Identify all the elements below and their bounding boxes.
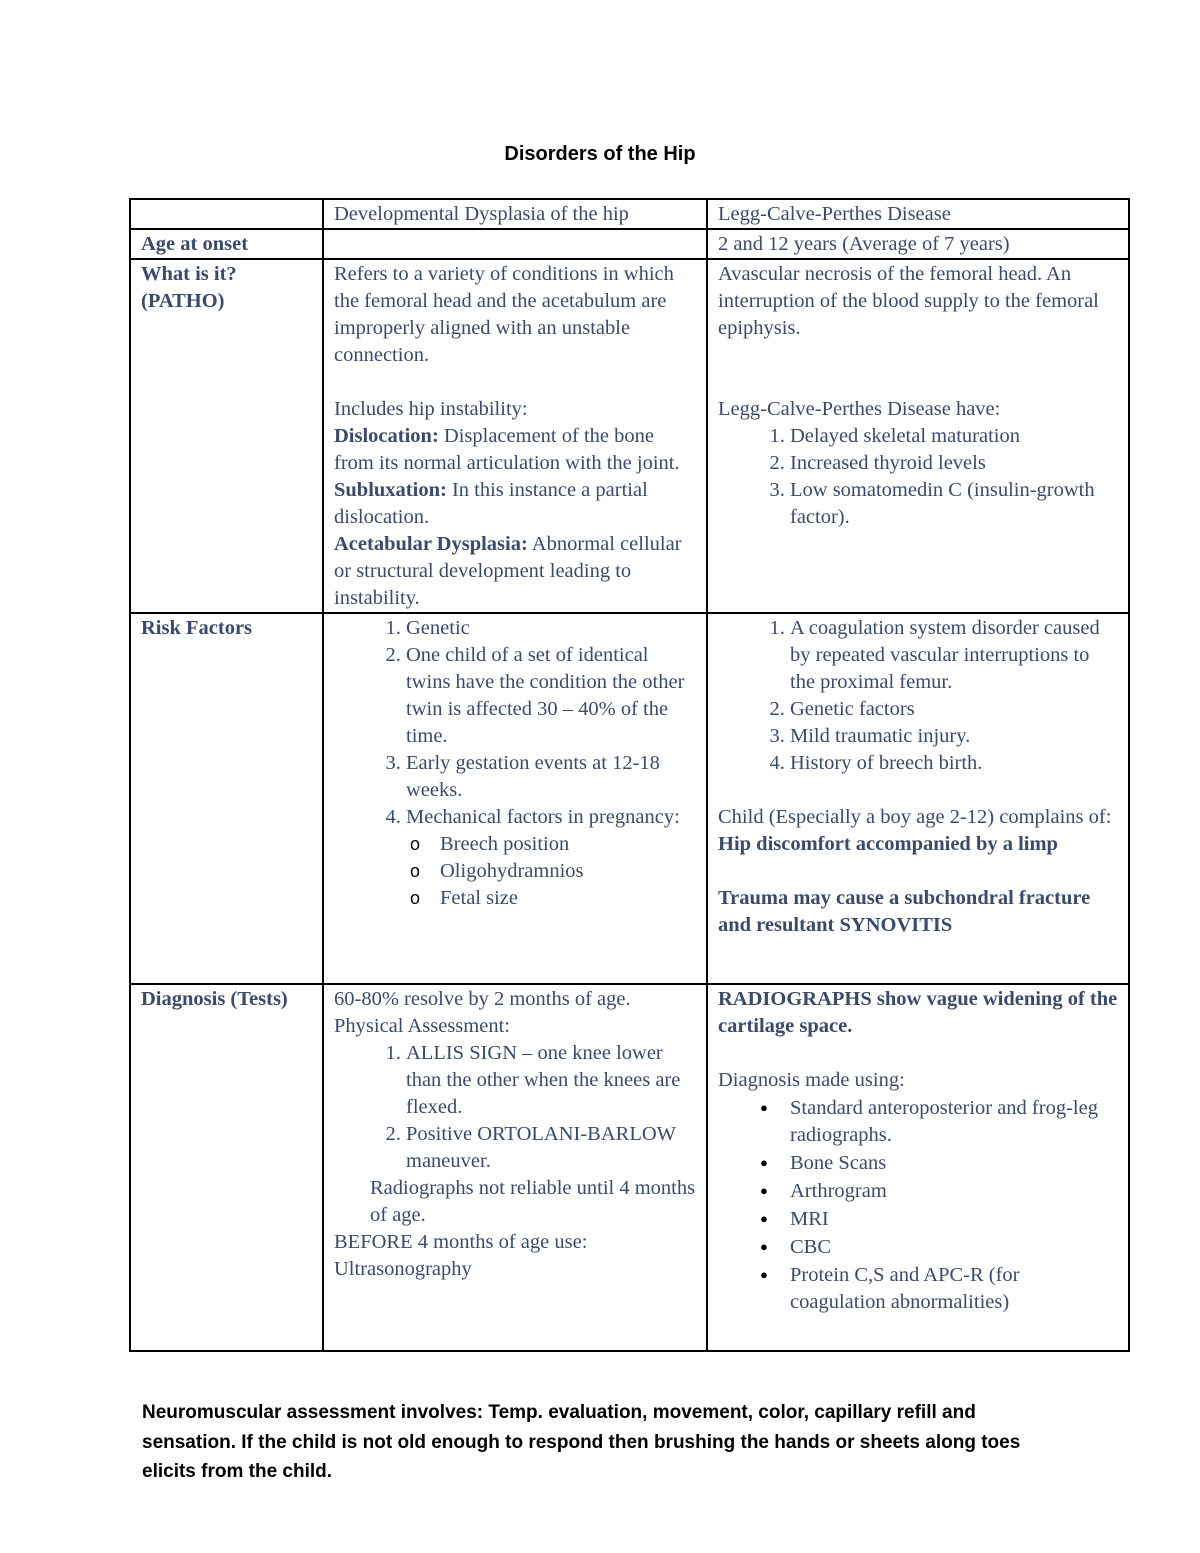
list-item: 2. Increased thyroid levels	[790, 450, 1118, 477]
header-cell-empty	[130, 199, 323, 229]
list-item: ● Protein C,S and APC-R (for coagulation abnormalities)	[790, 1261, 1118, 1316]
diagnosis-ddh	[323, 984, 707, 1351]
ddh-term: Subluxation:	[334, 479, 447, 501]
risk-ddh	[323, 613, 707, 984]
hip-disorders-table	[129, 198, 1130, 1352]
list-item: ● Arthrogram	[790, 1177, 1118, 1205]
header-cell-ddh: Developmental Dysplasia of the hip	[323, 199, 707, 229]
ddh-term-desc: Displacement of the bone from its normal articulation with the joint.	[334, 425, 680, 474]
lcp-child: Child (Especially a boy age 2-12) complains of:	[718, 806, 1112, 828]
list-item: 3. Low somatomedin C (insulin-growth factor).	[790, 477, 1118, 531]
list-item: 3. Early gestation events at 12-18 weeks.	[406, 750, 696, 804]
age-row	[130, 229, 1129, 259]
lcp-bold-limp: Hip discomfort accompanied by a limp	[718, 833, 1058, 855]
list-item	[406, 804, 696, 912]
lcp-have: Legg-Calve-Perthes Disease have:	[718, 398, 1001, 420]
ddh-risk-list	[334, 615, 696, 912]
what-row	[130, 259, 1129, 613]
ddh-radiographs: Radiographs not reliable until 4 months of age.	[370, 1177, 696, 1226]
list-item: 1. Genetic	[406, 615, 696, 642]
age-ddh	[323, 229, 707, 259]
ddh-ultrasonography: Ultrasonography	[334, 1258, 472, 1280]
list-item: ● Standard anteroposterior and frog-leg radiographs.	[790, 1094, 1118, 1149]
list-item: 2. One child of a set of identical twins have the condition the other twin is affected 30 – 40% of the time.	[406, 642, 696, 750]
what-label-line2: (PATHO)	[141, 290, 225, 312]
ddh-term-item	[334, 423, 696, 477]
list-item: 1. Delayed skeletal maturation	[790, 423, 1118, 450]
lcp-radiographs-bold: RADIOGRAPHS show vague widening of the cartilage space.	[718, 988, 1118, 1037]
what-label-line1: What is it?	[141, 263, 237, 285]
lcp-bold-trauma: Trauma may cause a subchondral fracture and resultant SYNOVITIS	[718, 887, 1091, 936]
diagnosis-label: Diagnosis (Tests)	[130, 984, 323, 1351]
lcp-diagnosis-made: Diagnosis made using:	[718, 1069, 905, 1091]
list-item: 2. Genetic factors	[790, 696, 1118, 723]
header-cell-lcp: Legg-Calve-Perthes Disease	[707, 199, 1129, 229]
risk-label: Risk Factors	[130, 613, 323, 984]
ddh-term: Acetabular Dysplasia:	[334, 533, 528, 555]
sublist-item: o Fetal size	[442, 885, 696, 912]
age-lcp: 2 and 12 years (Average of 7 years)	[707, 229, 1129, 259]
ddh-before: BEFORE 4 months of age use:	[334, 1231, 588, 1253]
lcp-have-list	[718, 423, 1118, 531]
risk-lcp	[707, 613, 1129, 984]
sublist-item: o Oligohydramnios	[442, 858, 696, 885]
list-item: 3. Mild traumatic injury.	[790, 723, 1118, 750]
ddh-term: Dislocation:	[334, 425, 439, 447]
table-header-row	[130, 199, 1129, 229]
ddh-risk-sublist	[406, 831, 696, 912]
what-ddh	[323, 259, 707, 613]
footer-note: Neuromuscular assessment involves: Temp. evaluation, movement, color, capillary refill and sensation. If the child is not old enough to respond then brushing the hands or sheets along toes elicits from the child.	[142, 1402, 1021, 1482]
diagnosis-row	[130, 984, 1129, 1351]
page-title: Disorders of the Hip	[504, 143, 696, 165]
ddh-term-desc: In this instance a partial dislocation.	[334, 479, 648, 528]
list-item: ● CBC	[790, 1233, 1118, 1261]
list-item-text: Mechanical factors in pregnancy:	[406, 806, 680, 828]
age-label: Age at onset	[130, 229, 323, 259]
list-item: 1. A coagulation system disorder caused by repeated vascular interruptions to the proximal femur.	[790, 615, 1118, 696]
list-item: ● MRI	[790, 1205, 1118, 1233]
sublist-item: o Breech position	[442, 831, 696, 858]
lcp-risk-list	[718, 615, 1118, 777]
list-item: 1. ALLIS SIGN – one knee lower than the other when the knees are flexed.	[406, 1040, 696, 1121]
ddh-term-item	[334, 531, 696, 612]
what-label	[130, 259, 323, 613]
diagnosis-lcp	[707, 984, 1129, 1351]
what-lcp	[707, 259, 1129, 613]
list-item: 4. History of breech birth.	[790, 750, 1118, 777]
ddh-diagnosis-list	[334, 1040, 696, 1175]
ddh-includes: Includes hip instability:	[334, 398, 528, 420]
risk-row	[130, 613, 1129, 984]
ddh-intro: Refers to a variety of conditions in which the femoral head and the acetabulum are improperly aligned with an unstable connection.	[334, 263, 674, 366]
ddh-term-item	[334, 477, 696, 531]
list-item: ● Bone Scans	[790, 1149, 1118, 1177]
lcp-intro: Avascular necrosis of the femoral head. An interruption of the blood supply to the femoral epiphysis.	[718, 263, 1099, 339]
lcp-diagnosis-list	[718, 1094, 1118, 1316]
ddh-resolve: 60-80% resolve by 2 months of age.	[334, 988, 631, 1010]
ddh-physical: Physical Assessment:	[334, 1015, 510, 1037]
ddh-term-desc: Abnormal cellular or structural development leading to instability.	[334, 533, 682, 609]
list-item: 2. Positive ORTOLANI-BARLOW maneuver.	[406, 1121, 696, 1175]
